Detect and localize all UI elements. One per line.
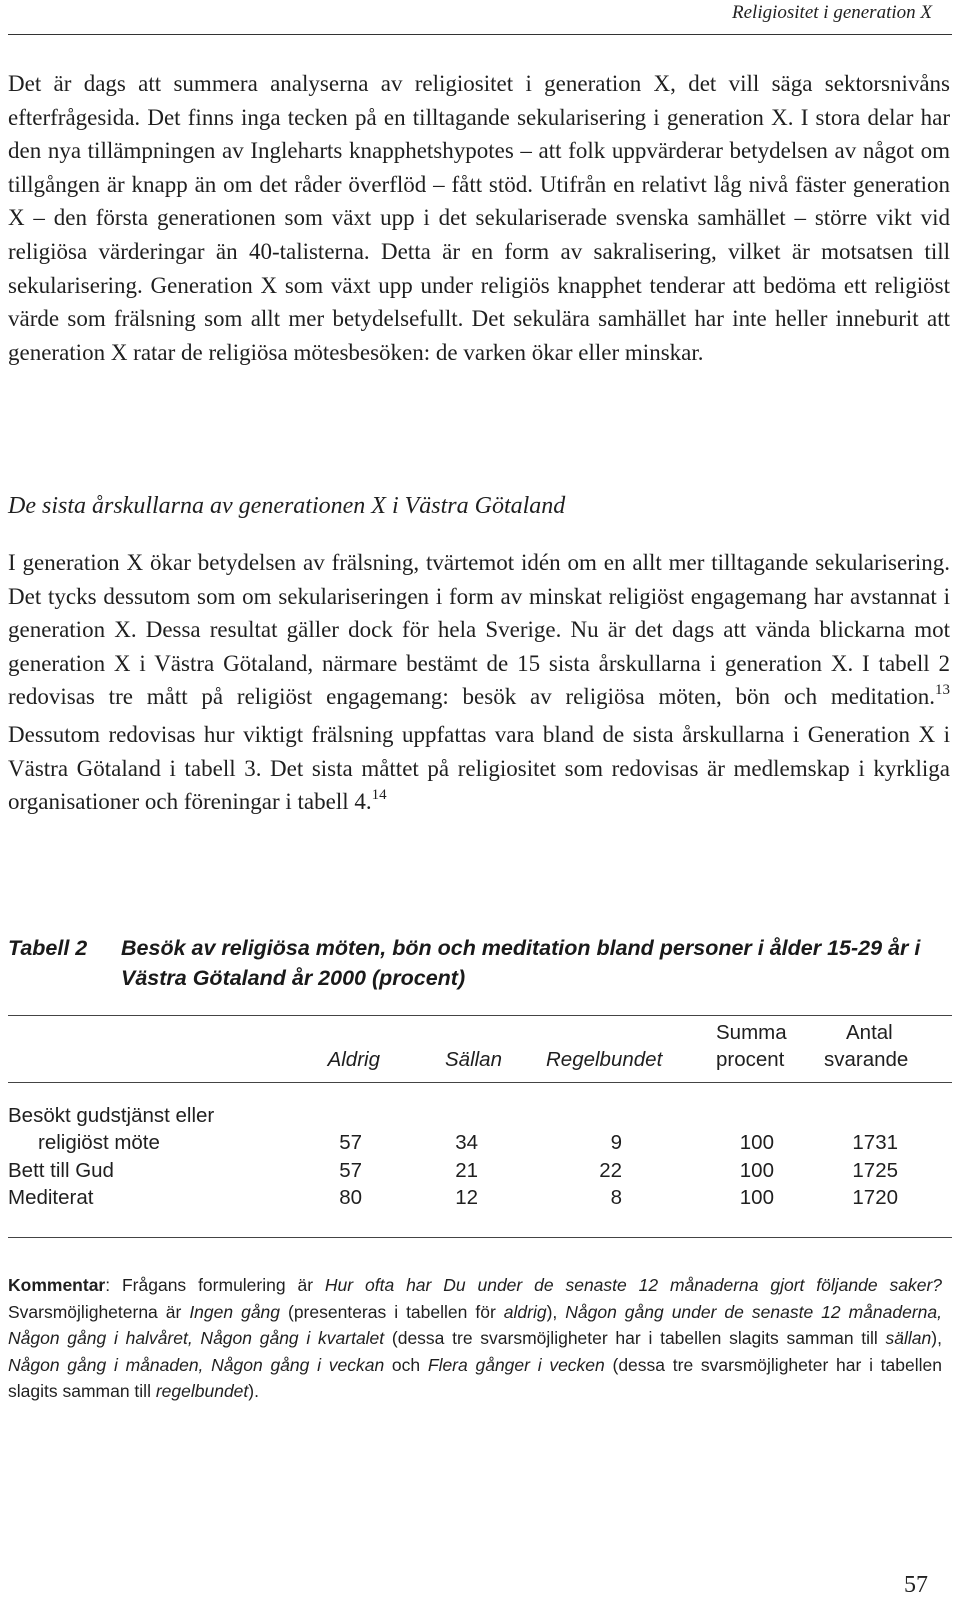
cell-gudstjanst-regelbundet: 9 xyxy=(610,1131,622,1154)
col-header-regelbundet: Regelbundet xyxy=(546,1048,663,1071)
comment-text: (presenteras i tabellen för xyxy=(280,1301,504,1322)
cell-gudstjanst-sallan: 34 xyxy=(455,1131,478,1154)
comment-text: (dessa tre svarsmöjligheter har i tabellen slagits samman till xyxy=(384,1328,886,1349)
cell-bett-summa: 100 xyxy=(739,1159,774,1182)
col-header-summa-line1: Summa xyxy=(716,1021,787,1044)
comment-text: (dessa tre svarsmöjligheter har i tabellen slagits samman till xyxy=(8,1354,942,1402)
comment-text: : Frågans formulering är xyxy=(105,1275,325,1295)
col-header-antal-line1: Antal xyxy=(846,1021,893,1044)
comment-label: Kommentar xyxy=(8,1275,106,1295)
cell-mediterat-sallan: 12 xyxy=(455,1186,478,1209)
page-number: 57 xyxy=(904,1572,928,1598)
cell-bett-regelbundet: 22 xyxy=(599,1159,622,1182)
cell-mediterat-antal: 1720 xyxy=(852,1186,898,1209)
comment-text: Svarsmöjligheterna är xyxy=(8,1301,190,1322)
comment-option: aldrig xyxy=(503,1301,547,1322)
comment-option: Ingen gång xyxy=(189,1301,281,1322)
table-rule-mid xyxy=(8,1082,952,1083)
table-title: Besök av religiösa möten, bön och meditation bland personer i ålder 15-29 år i Västra Götaland år 2000 (procent) xyxy=(121,936,921,990)
footnote-ref-13: 13 xyxy=(935,682,950,699)
running-head: Religiositet i generation X xyxy=(732,2,932,23)
paragraph-summary: Det är dags att summera analyserna av religiositet i generation X, det vill säga sektorsnivåns efterfrågesida. Det finns inga tecken på en tilltagande sekularisering i generation X. I stora delar har den nya tillämpningen av Ingleharts knapphetshypotes – att folk uppvärderar betydelsen av något om tillgången är knapp än om det råder överflöd – fått stöd. Utifrån en relativt låg nivå fäster generation X – den första generationen som växt upp i det sekulariserade svenska samhället – större vikt vid religiösa värderingar än 40-talisterna. Detta är en form av sakralisering, vilket är motsatsen till sekularisering. Generation X som växt upp under religiös knapphet tenderar att bedöma ett religiöst värde som frälsning som allt mer betydelsefullt. Det sekulära samhället har inte heller inneburit att generation X ratar de religiösa mötesbesöken: de varken ökar eller minskar. xyxy=(8,71,950,365)
comment-text: ). xyxy=(248,1381,259,1402)
cell-mediterat-regelbundet: 8 xyxy=(610,1186,622,1209)
comment-text: ), xyxy=(546,1301,566,1322)
comment-option: sällan xyxy=(885,1328,932,1349)
table-caption xyxy=(8,933,943,993)
row-label-gudstjanst-line2: religiöst möte xyxy=(38,1131,160,1154)
comment-option: Någon gång i månaden, Någon gång i veckan xyxy=(8,1354,385,1375)
comment-option: Flera gånger i vecken xyxy=(427,1354,605,1375)
paragraph-intro-part2: Dessutom redovisas hur viktigt frälsning uppfattas vara bland de sista årskullarna i Generation X i Västra Götaland i tabell 3. Det sista måttet på religiositet som redovisas är medlemskap i kyrkliga organisationer och föreningar i tabell 4. xyxy=(8,721,950,815)
cell-bett-aldrig: 57 xyxy=(339,1159,362,1182)
cell-gudstjanst-aldrig: 57 xyxy=(339,1131,362,1154)
table-label: Tabell 2 xyxy=(8,936,88,960)
footnote-ref-14: 14 xyxy=(371,787,387,804)
table-rule-top xyxy=(8,1015,952,1016)
comment-option: Någon gång under de senaste 12 månaderna, Någon gång i halvåret, Någon gång i kvartalet xyxy=(8,1301,942,1349)
paragraph-intro-part1: I generation X ökar betydelsen av frälsning, tvärtemot idén om en allt mer tilltagande sekularisering. Det tycks dessutom som om sekulariseringen i form av minskat religiöst engagemang har avstannat i generation X. Dessa resultat gäller dock för hela Sverige. Nu är det dags att vända blickarna mot generation X i Västra Götaland, närmare bestämt de 15 sista årskullarna i generation X. I tabell 2 redovisas tre mått på religiöst engagemang: besök av religiösa möten, bön och meditation. xyxy=(8,550,950,710)
col-header-sallan: Sällan xyxy=(445,1048,502,1071)
comment-question: Hur ofta har Du under de senaste 12 månaderna gjort följande saker? xyxy=(324,1275,943,1295)
col-header-aldrig: Aldrig xyxy=(327,1048,380,1071)
header-rule xyxy=(8,34,952,35)
comment-option: regelbundet xyxy=(155,1381,249,1402)
comment-text: och xyxy=(384,1354,428,1375)
comment-text: ), xyxy=(931,1328,942,1349)
row-label-bett: Bett till Gud xyxy=(8,1159,114,1182)
cell-gudstjanst-summa: 100 xyxy=(739,1131,774,1154)
row-label-gudstjanst-line1: Besökt gudstjänst eller xyxy=(8,1104,215,1127)
cell-mediterat-summa: 100 xyxy=(739,1186,774,1209)
table-rule-bottom xyxy=(8,1237,952,1238)
cell-gudstjanst-antal: 1731 xyxy=(852,1131,898,1154)
cell-bett-sallan: 21 xyxy=(455,1159,478,1182)
paragraph-intro xyxy=(8,546,950,823)
section-heading: De sista årskullarna av generationen X i Västra Götaland xyxy=(8,493,566,519)
table-comment xyxy=(8,1272,942,1405)
cell-bett-antal: 1725 xyxy=(852,1159,898,1182)
cell-mediterat-aldrig: 80 xyxy=(339,1186,362,1209)
row-label-mediterat: Mediterat xyxy=(8,1186,94,1209)
col-header-summa-line2: procent xyxy=(716,1048,785,1071)
col-header-antal-line2: svarande xyxy=(824,1048,909,1071)
